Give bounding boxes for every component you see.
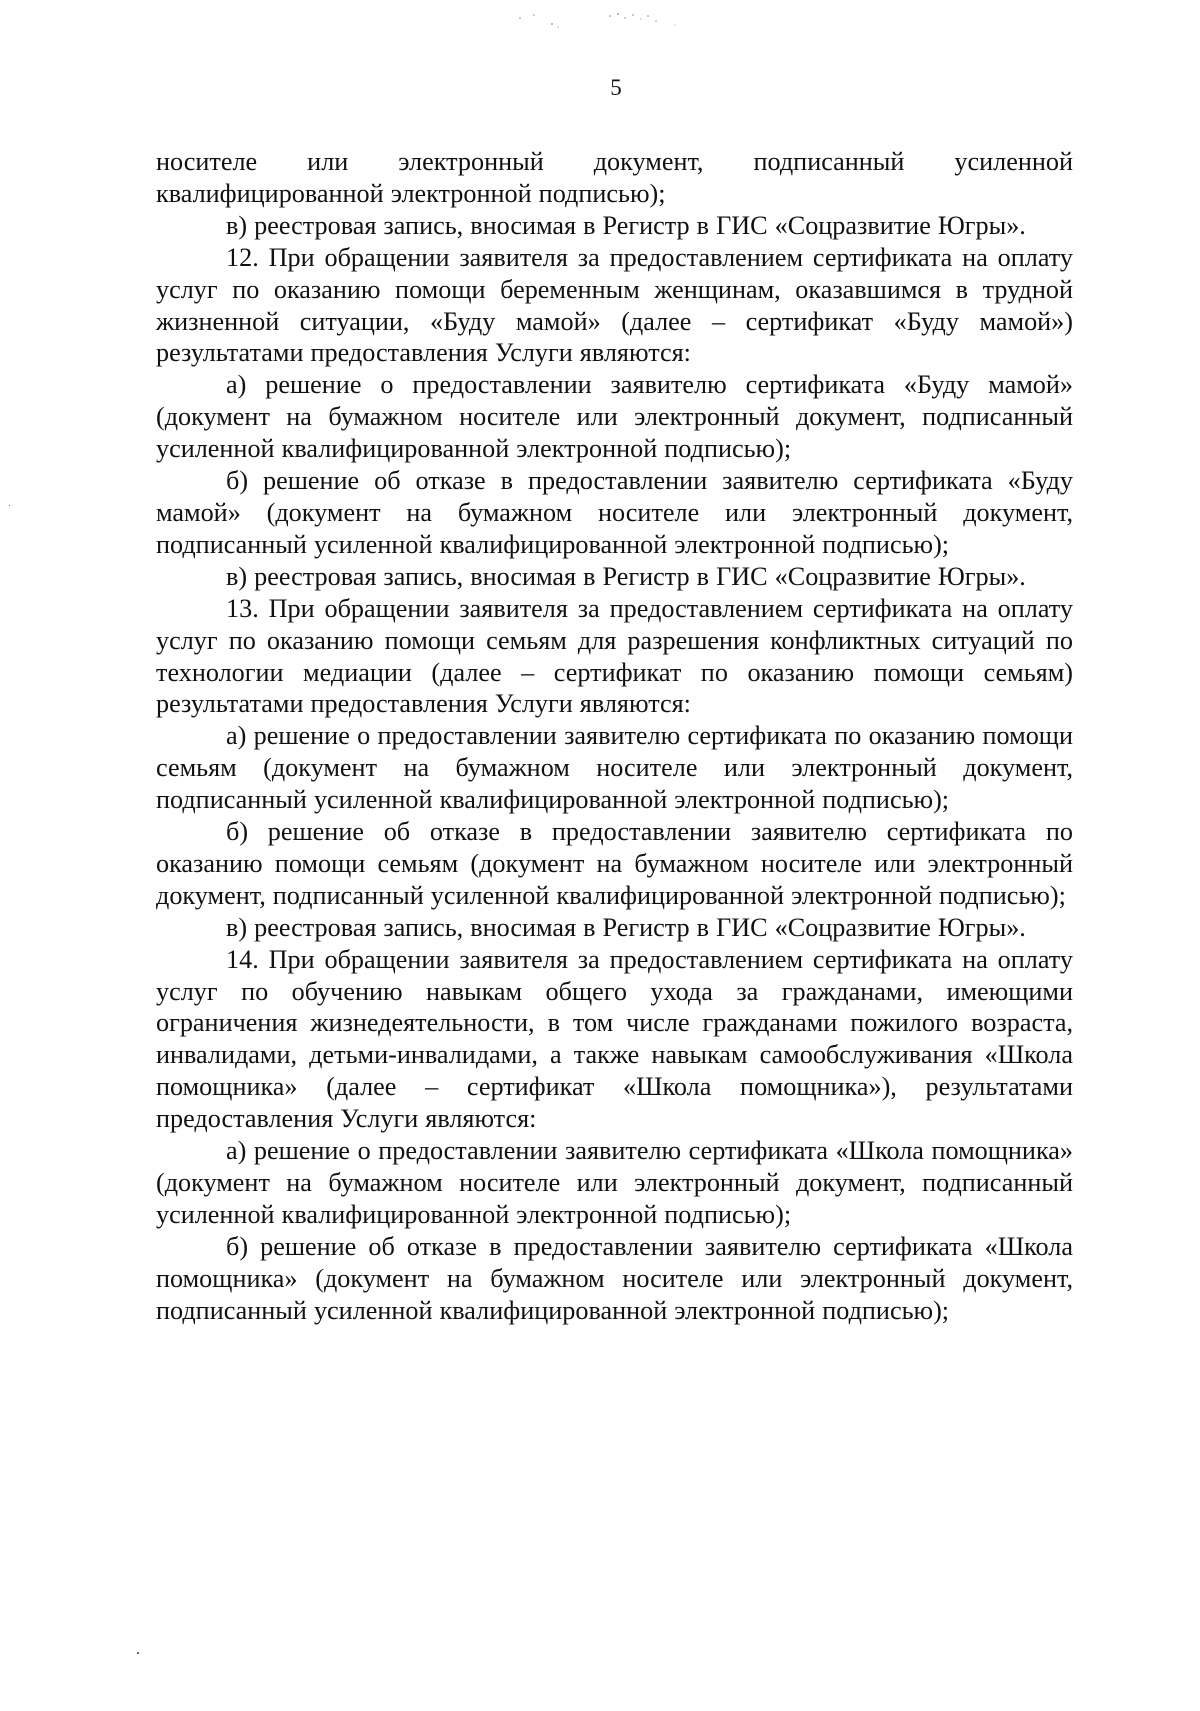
paragraph: 13. При обращении заявителя за предоставлением сертификата на оплату услуг по оказанию помощи семьям для разрешения конфликтных ситуаций по технологии медиации (далее – сертификат по оказанию помощи семьям) результатами предоставления Услуги являются: [156,593,1073,719]
document-body [156,146,1073,1327]
paragraph: 14. При обращении заявителя за предоставлением сертификата на оплату услуг по обучению навыкам общего ухода за гражданами, имеющими ограничения жизнедеятельности, в том числе гражданами пожилого возраста, инвалидами, детьми-инвалидами, а также навыкам самообслуживания «Школа помощника» (далее – сертификат «Школа помощника»), результатами предоставления Услуги являются: [156,944,1073,1134]
page-number: 5 [610,75,622,100]
scan-dot [9,505,10,506]
paragraph: в) реестровая запись, вносимая в Регистр в ГИС «Соцразвитие Югры». [226,210,1026,240]
paragraph: б) решение об отказе в предоставлении заявителю сертификата «Школа помощника» (документ на бумажном носителе или электронный документ, подписанный усиленной квалифицированной электронной подписью); [156,1231,1073,1325]
paragraph: а) решение о предоставлении заявителю сертификата «Буду мамой» (документ на бумажном носителе или электронный документ, подписанный усиленной квалифицированной электронной подписью); [156,370,1073,464]
paragraph: б) решение об отказе в предоставлении заявителю сертификата по оказанию помощи семьям (документ на бумажном носителе или электронный документ, подписанный усиленной квалифицированной электронной подписью); [156,817,1073,910]
paragraph: а) решение о предоставлении заявителю сертификата «Школа помощника» (документ на бумажном носителе или электронный документ, подписанный усиленной квалифицированной электронной подписью); [156,1136,1073,1229]
paragraph: 12. При обращении заявителя за предоставлением сертификата на оплату услуг по оказанию помощи беременным женщинам, оказавшимся в трудной жизненной ситуации, «Буду мамой» (далее – сертификат «Буду мамой») результатами предоставления Услуги являются: [156,242,1073,368]
paragraph: в) реестровая запись, вносимая в Регистр в ГИС «Соцразвитие Югры». [226,561,1026,591]
paragraph: в) реестровая запись, вносимая в Регистр в ГИС «Соцразвитие Югры». [226,912,1026,942]
paragraph: носителе или электронный документ, подписанный усиленной квалифицированной электронной подписью); [156,147,1073,208]
paragraph: а) решение о предоставлении заявителю сертификата по оказанию помощи семьям (документ на бумажном носителе или электронный документ, подписанный усиленной квалифицированной электронной подписью); [156,721,1073,815]
paragraph: б) решение об отказе в предоставлении заявителю сертификата «Буду мамой» (документ на бумажном носителе или электронный документ, подписанный усиленной квалифицированной электронной подписью); [156,466,1073,559]
scan-dot [137,1652,139,1654]
scan-artifact [500,10,730,32]
